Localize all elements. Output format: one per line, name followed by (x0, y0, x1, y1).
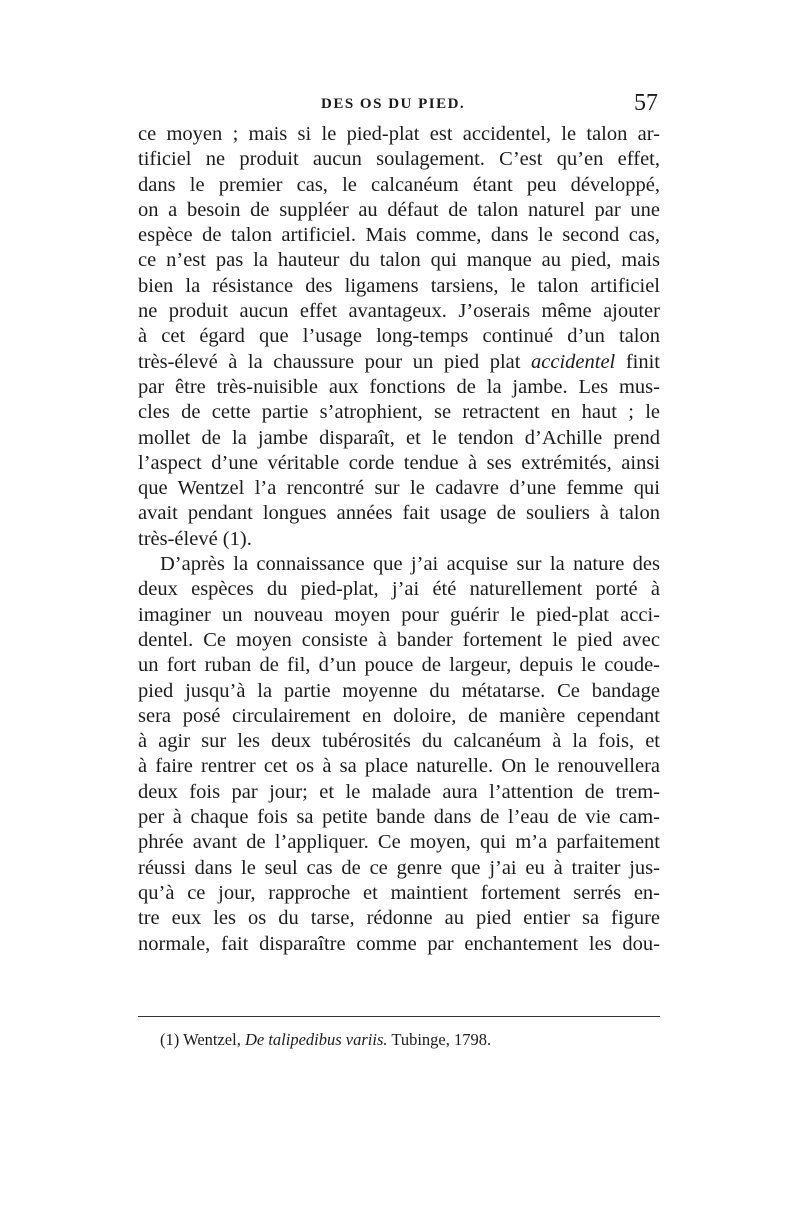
text-line: dentel. Ce moyen consiste à bander fortement le pied avec (138, 628, 660, 651)
text-span: très-élevé à la chaussure pour un pied plat (138, 350, 532, 373)
text-span: finit (615, 350, 660, 373)
text-line: à faire rentrer cet os à sa place naturelle. On le renouvellera (138, 755, 660, 778)
running-title: DES OS DU PIED. (321, 96, 466, 112)
text-line: ce moyen ; mais si le pied-plat est accidentel, le talon ar- (138, 123, 660, 145)
text-line: avait pendant longues années fait usage de souliers à talon (138, 502, 660, 525)
text-line: par être très-nuisible aux fonctions de la jambe. Les mus- (138, 375, 660, 398)
text-line: normale, fait disparaître comme par enchantement les dou- (138, 932, 660, 955)
text-line: deux espèces du pied-plat, j’ai été naturellement porté à (138, 578, 660, 601)
text-line: tificiel ne produit aucun soulagement. C’est qu’en effet, (138, 148, 660, 171)
footnote-title: De talipedibus variis. (244, 1030, 388, 1049)
page-number: 57 (634, 90, 658, 116)
italic-word: accidentel (531, 350, 616, 373)
text-line: que Wentzel l’a rencontré sur le cadavre d’une femme qui (138, 477, 660, 500)
running-head (138, 92, 658, 120)
text-line: ce n’est pas la hauteur du talon qui manque au pied, mais (138, 249, 660, 272)
text-line: très-élevé (1). (138, 527, 252, 550)
text-line: l’aspect d’une véritable corde tendue à ses extrémités, ainsi (138, 451, 660, 474)
text-line: on a besoin de suppléer au défaut de talon naturel par une (138, 198, 660, 221)
text-line: pied jusqu’à la partie moyenne du métatarse. Ce bandage (138, 679, 660, 702)
text-line: réussi dans le seul cas de ce genre que j’ai eu à traiter jus- (138, 856, 660, 879)
text-line: per à chaque fois sa petite bande dans de l’eau de vie cam- (138, 806, 660, 829)
text-line: ne produit aucun effet avantageux. J’oserais même ajouter (138, 300, 660, 323)
text-line: tre eux les os du tarse, rédonne au pied entier sa figure (138, 907, 660, 930)
footnote-rule (138, 1016, 660, 1017)
text-line: bien la résistance des ligamens tarsiens, le talon artificiel (138, 274, 660, 297)
text-line: phrée avant de l’appliquer. Ce moyen, qui m’a parfaitement (138, 831, 660, 854)
text-line: espèce de talon artificiel. Mais comme, dans le second cas, (138, 224, 660, 247)
text-line: mollet de la jambe disparaît, et le tendon d’Achille prend (138, 426, 660, 449)
text-line: qu’à ce jour, rapproche et maintient fortement serrés en- (138, 881, 660, 904)
text-line: cles de cette partie s’atrophient, se retractent en haut ; le (138, 401, 660, 424)
footnote (160, 1030, 660, 1050)
text-line: D’après la connaissance que j’ai acquise sur la nature des (160, 553, 660, 576)
text-line: dans le premier cas, le calcanéum étant peu développé, (138, 173, 660, 196)
text-line: deux fois par jour; et le malade aura l’attention de trem- (138, 780, 660, 803)
text-line: à cet égard que l’usage long-temps continué d’un talon (138, 325, 660, 348)
text-line: un fort ruban de fil, d’un pouce de largeur, depuis le coude- (138, 654, 660, 677)
footnote-rest: Tubinge, 1798. (387, 1030, 492, 1049)
text-line: à agir sur les deux tubérosités du calcanéum à la fois, et (138, 730, 660, 753)
text-line: imaginer un nouveau moyen pour guérir le pied-plat acci- (138, 603, 660, 626)
body-text (138, 122, 660, 957)
footnote-marker: (1) Wentzel, (160, 1030, 245, 1049)
text-line: sera posé circulairement en doloire, de manière cependant (138, 704, 660, 727)
text-line-mixed (138, 350, 660, 375)
